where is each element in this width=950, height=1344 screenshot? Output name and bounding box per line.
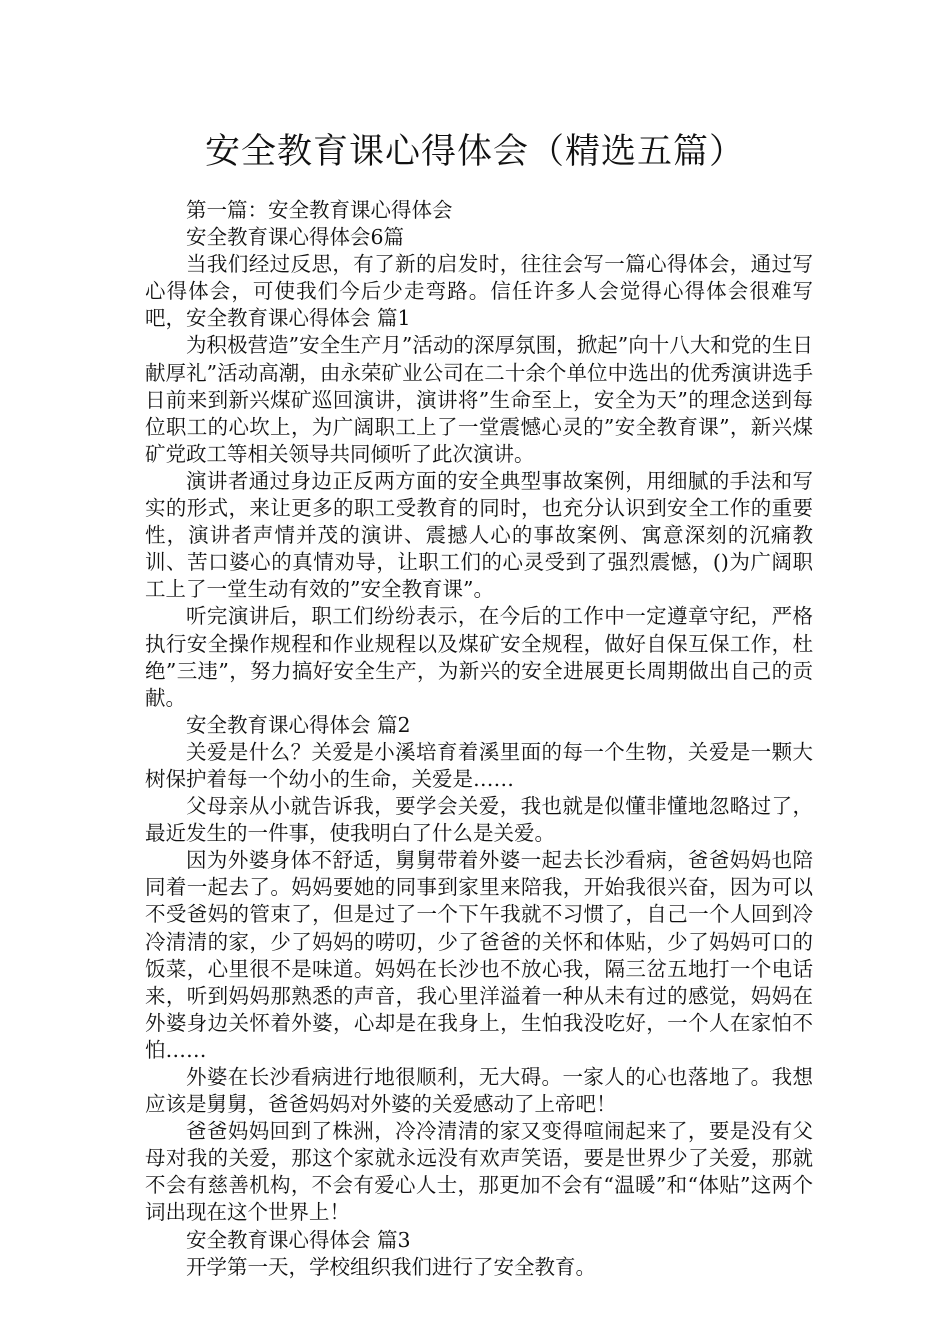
- paragraph: 听完演讲后，职工们纷纷表示，在今后的工作中一定遵章守纪，严格执行安全操作规程和作业规程以及煤矿安全规程，做好自保互保工作，杜绝”三违”，努力搞好安全生产，为新兴的安全进展更长周期做出自己的贡献。: [145, 604, 813, 710]
- paragraph: 因为外婆身体不舒适，舅舅带着外婆一起去长沙看病，爸爸妈妈也陪同着一起去了。妈妈要她的同事到家里来陪我，开始我很兴奋，因为可以不受爸妈的管束了，但是过了一个下午我就不习惯了，自己一个人回到冷冷清清的家，少了妈妈的唠叨，少了爸爸的关怀和体贴，少了妈妈可口的饭菜，心里很不是味道。妈妈在长沙也不放心我，隔三岔五地打一个电话来，听到妈妈那熟悉的声音，我心里洋溢着一种从未有过的感觉，妈妈在外婆身边关怀着外婆，心却是在我身上，生怕我没吃好，一个人在家怕不怕……: [145, 848, 813, 1062]
- paragraph: 为积极营造”安全生产月”活动的深厚氛围，掀起”向十八大和党的生日献厚礼”活动高潮，由永荣矿业公司在二十余个单位中选出的优秀演讲选手日前来到新兴煤矿巡回演讲，演讲将”生命至上，安全为天”的理念送到每位职工的心坎上，为广阔职工上了一堂震憾心灵的”安全教育课”，新兴煤矿党政工等相关领导共同倾听了此次演讲。: [145, 333, 813, 466]
- document-title: 安全教育课心得体会（精选五篇）: [204, 132, 745, 172]
- part-heading-3: 安全教育课心得体会 篇3: [186, 1227, 411, 1252]
- paragraph: 关爱是什么？关爱是小溪培育着溪里面的每一个生物，关爱是一颗大树保护着每一个幼小的生命，关爱是……: [145, 739, 813, 791]
- paragraph: 父母亲从小就告诉我，要学会关爱，我也就是似懂非懂地忽略过了，最近发生的一件事，使我明白了什么是关爱。: [145, 794, 813, 846]
- part-heading-2: 安全教育课心得体会 篇2: [186, 712, 411, 737]
- paragraph: 当我们经过反思，有了新的启发时，往往会写一篇心得体会，通过写心得体会，可使我们今后少走弯路。信任许多人会觉得心得体会很难写吧，安全教育课心得体会 篇1: [145, 252, 813, 331]
- paragraph: 开学第一天，学校组织我们进行了安全教育。: [186, 1254, 596, 1279]
- paragraph: 爸爸妈妈回到了株洲，冷冷清清的家又变得喧闹起来了，要是没有父母对我的关爱，那这个家就永远没有欢声笑语，要是世界少了关爱，那就不会有慈善机构，不会有爱心人士，那更加不会有“温暖”和“体贴”这两个词出现在这个世界上！: [145, 1119, 813, 1225]
- section-heading-1: 第一篇：安全教育课心得体会: [186, 198, 453, 222]
- paragraph: 外婆在长沙看病进行地很顺利，无大碍。一家人的心也落地了。我想应该是舅舅，爸爸妈妈对外婆的关爱感动了上帝吧！: [145, 1065, 813, 1117]
- paragraph: 演讲者通过身边正反两方面的安全典型事故案例，用细腻的手法和写实的形式，来让更多的职工受教育的同时，也充分认识到安全工作的重要性，演讲者声情并茂的演讲、震撼人心的事故案例、寓意深刻的沉痛教训、苦口婆心的真情劝导，让职工们的心灵受到了强烈震憾，()为广阔职工上了一堂生动有效的”安全教育课”。: [145, 468, 813, 602]
- subheading: 安全教育课心得体会6篇: [186, 225, 405, 250]
- document-body: [145, 197, 813, 1281]
